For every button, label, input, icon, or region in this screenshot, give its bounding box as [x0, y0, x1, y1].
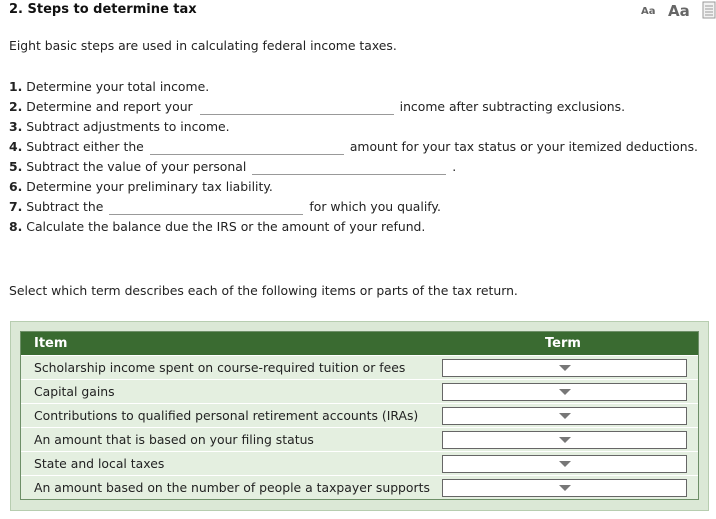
column-header-term: Term: [545, 336, 581, 351]
document-icon[interactable]: [702, 1, 716, 19]
term-dropdown[interactable]: [442, 455, 687, 473]
step-6: [9, 179, 698, 199]
step-text-after: for which you qualify.: [309, 199, 441, 214]
step-text: Calculate the balance due the IRS or the amount of your refund.: [26, 219, 426, 234]
step-text: Determine your total income.: [26, 79, 210, 94]
item-label: Scholarship income spent on course-required tuition or fees: [34, 360, 406, 375]
term-dropdown[interactable]: [442, 359, 687, 377]
step-1: [9, 79, 698, 99]
step-text-after: amount for your tax status or your itemized deductions.: [349, 139, 698, 154]
step-text: Determine your preliminary tax liability.: [26, 179, 273, 194]
table-row: [21, 379, 698, 403]
chevron-down-icon: [559, 461, 571, 467]
step-4-blank-field[interactable]: [150, 140, 344, 155]
step-text: Subtract adjustments to income.: [26, 119, 230, 134]
term-dropdown[interactable]: [442, 431, 687, 449]
chevron-down-icon: [559, 413, 571, 419]
step-text: Subtract either the: [26, 139, 144, 154]
table-row: [21, 427, 698, 451]
steps-list: [9, 79, 698, 239]
step-number: 8.: [9, 219, 23, 234]
matching-table: [20, 331, 699, 500]
column-header-item: Item: [34, 336, 68, 351]
step-4: [9, 139, 698, 159]
step-number: 2.: [9, 99, 23, 114]
font-increase-button[interactable]: Aa: [668, 2, 690, 20]
step-2: [9, 99, 698, 119]
step-7-blank-field[interactable]: [109, 200, 303, 215]
step-8: [9, 219, 698, 239]
step-number: 3.: [9, 119, 23, 134]
item-label: State and local taxes: [34, 456, 165, 471]
item-label: Capital gains: [34, 384, 115, 399]
step-3: [9, 119, 698, 139]
table-row: [21, 451, 698, 475]
chevron-down-icon: [559, 389, 571, 395]
step-text-after: income after subtracting exclusions.: [399, 99, 626, 114]
step-text-after: .: [452, 159, 457, 174]
term-dropdown[interactable]: [442, 407, 687, 425]
step-number: 7.: [9, 199, 23, 214]
question-prompt: Select which term describes each of the following items or parts of the tax return.: [9, 283, 518, 298]
chevron-down-icon: [559, 485, 571, 491]
chevron-down-icon: [559, 437, 571, 443]
step-number: 5.: [9, 159, 23, 174]
step-7: [9, 199, 698, 219]
matching-panel: [10, 321, 709, 511]
item-label: Contributions to qualified personal retirement accounts (IRAs): [34, 408, 419, 423]
item-label: An amount based on the number of people a taxpayer supports: [34, 480, 430, 495]
step-text: Determine and report your: [26, 99, 193, 114]
table-row: [21, 403, 698, 427]
font-decrease-button[interactable]: Aa: [641, 6, 656, 17]
step-5-blank-field[interactable]: [252, 160, 446, 175]
step-text: Subtract the value of your personal: [26, 159, 247, 174]
step-text: Subtract the: [26, 199, 104, 214]
chevron-down-icon: [559, 365, 571, 371]
step-number: 1.: [9, 79, 23, 94]
step-number: 4.: [9, 139, 23, 154]
term-dropdown[interactable]: [442, 479, 687, 497]
term-dropdown[interactable]: [442, 383, 687, 401]
table-header: [21, 332, 698, 355]
table-row: [21, 475, 698, 499]
step-number: 6.: [9, 179, 23, 194]
step-5: [9, 159, 698, 179]
intro-text: Eight basic steps are used in calculating federal income taxes.: [9, 38, 397, 53]
table-row: [21, 355, 698, 379]
item-label: An amount that is based on your filing status: [34, 432, 314, 447]
section-title: 2. Steps to determine tax: [9, 2, 197, 17]
step-2-blank-field[interactable]: [200, 100, 394, 115]
